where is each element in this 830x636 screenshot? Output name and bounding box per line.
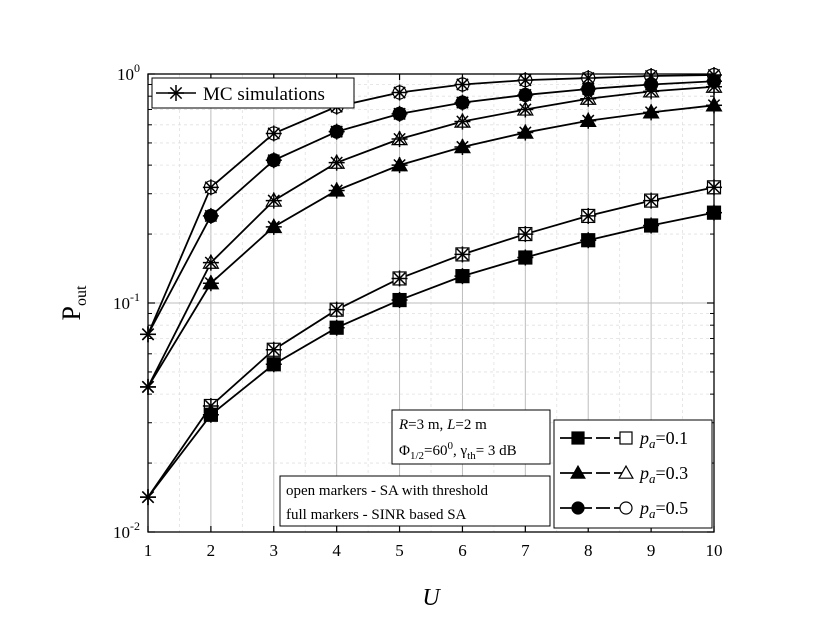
simulation-point (203, 275, 219, 291)
x-tick-label: 4 (332, 541, 341, 560)
simulation-point (454, 246, 470, 262)
simulation-point (517, 226, 533, 242)
simulation-point (392, 270, 408, 286)
y-tick-label: $10^{-2}$ (113, 519, 140, 542)
legend-pa-filled-marker (572, 502, 584, 514)
simulation-point (392, 106, 408, 122)
x-tick-label: 10 (705, 541, 723, 560)
simulation-point (454, 114, 470, 130)
x-tick-label: 7 (521, 541, 530, 560)
legend-pa-entries (560, 428, 688, 521)
simulation-point (643, 104, 659, 120)
simulation-point (580, 113, 596, 129)
markers-explanation-line-1: open markers - SA with threshold (286, 483, 489, 499)
legend-pa-label: $p_a=0.3$ (640, 463, 689, 486)
simulation-point (266, 219, 282, 235)
legend-pa-open-marker (620, 432, 632, 444)
legend-pa-label: $p_a=0.5$ (640, 498, 689, 521)
simulation-point (517, 101, 533, 117)
simulation-point (266, 193, 282, 209)
x-axis-label: U (422, 585, 440, 611)
legend-pa-label: $p_a=0.1$ (640, 428, 689, 451)
legend-pa-filled-marker (572, 432, 584, 444)
legend-pa (554, 420, 712, 528)
legend-simulations-marker (168, 85, 184, 101)
legend-star-marker (168, 85, 184, 101)
simulation-point (392, 292, 408, 308)
simulation-point (329, 182, 345, 198)
simulation-point (329, 155, 345, 171)
simulation-point (517, 250, 533, 266)
markers-explanation-box (280, 476, 550, 526)
simulation-point (203, 208, 219, 224)
x-tick-label: 1 (143, 541, 153, 560)
y-tick-label: $10^{-1}$ (113, 290, 140, 313)
parameters-box (392, 410, 550, 464)
legend-simulations-label: MC simulations (203, 84, 325, 105)
y-axis-label: $P_{out}$ (57, 285, 90, 321)
x-tick-label: 9 (646, 541, 656, 560)
series-line (148, 75, 714, 334)
simulation-point (517, 87, 533, 103)
parameters-line-1: R=3 m, L=2 m (399, 417, 487, 433)
markers-explanation-line-2: full markers - SINR based SA (286, 507, 467, 523)
legend-simulations (152, 78, 354, 108)
simulation-point (329, 320, 345, 336)
x-tick-label: 6 (458, 541, 467, 560)
simulation-point (392, 131, 408, 147)
legend-pa-open-marker (620, 502, 632, 514)
simulation-point (643, 217, 659, 233)
x-tick-label: 3 (269, 541, 279, 560)
simulation-point (203, 179, 219, 195)
simulation-point (203, 255, 219, 271)
simulation-point (643, 193, 659, 209)
simulation-point (454, 95, 470, 111)
simulation-point (454, 139, 470, 155)
simulation-point (266, 342, 282, 358)
simulation-point (392, 85, 408, 101)
simulation-point (392, 157, 408, 173)
simulation-point (580, 81, 596, 97)
simulation-point (580, 232, 596, 248)
simulation-point (266, 152, 282, 168)
simulation-point (329, 124, 345, 140)
simulation-point (329, 302, 345, 318)
simulation-point (203, 407, 219, 423)
x-tick-label: 2 (206, 541, 216, 560)
x-tick-label: 5 (395, 541, 404, 560)
simulation-point (580, 208, 596, 224)
simulation-point (517, 125, 533, 141)
simulation-point (266, 356, 282, 372)
simulation-point (266, 125, 282, 141)
x-tick-label: 8 (583, 541, 593, 560)
y-tick-label: $10^0$ (117, 61, 140, 84)
simulation-point (454, 268, 470, 284)
parameters-line-2: $\Phi_{1/2}=60^0$, $\gamma_{th}= 3$ dB (399, 440, 517, 462)
